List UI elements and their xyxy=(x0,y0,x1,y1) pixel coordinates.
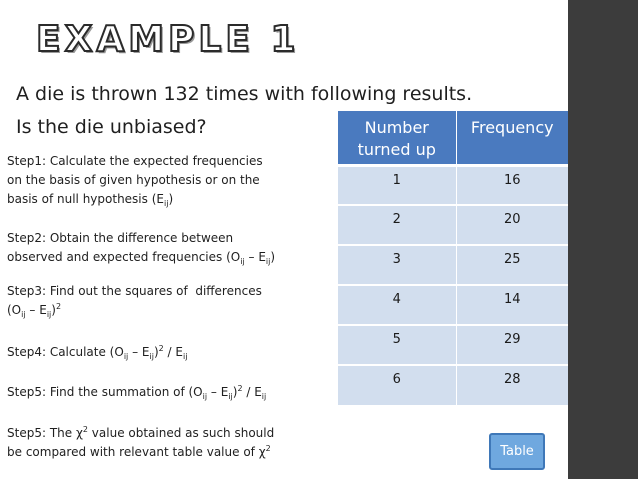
cell-frequency: 14 xyxy=(456,285,568,325)
cell-frequency: 29 xyxy=(456,325,568,365)
step-1: Step1: Calculate the expected frequencies on the basis of given hypothesis or on the basis of null hypothesis $(E_{ij})$ xyxy=(7,154,263,208)
step-6: Step5: The $\chi^2$ value obtained as such should be compared with relevant table value of $\chi^2$ xyxy=(7,425,275,459)
slide-title: EXAMPLE 1 xyxy=(36,19,300,60)
frequency-table xyxy=(338,111,568,405)
header-frequency: Frequency xyxy=(456,111,568,165)
sidebar-strip xyxy=(568,0,638,479)
table-button[interactable]: Table xyxy=(489,433,545,470)
cell-number: 2 xyxy=(338,205,456,245)
cell-number: 3 xyxy=(338,245,456,285)
table-row xyxy=(338,205,568,245)
cell-number: 4 xyxy=(338,285,456,325)
step-3: Step3: Find out the squares of differences $(O_{ij} - E_{ij})^2$ xyxy=(7,284,262,319)
cell-number: 5 xyxy=(338,325,456,365)
table-row xyxy=(338,285,568,325)
table-header-row xyxy=(338,111,568,165)
cell-frequency: 20 xyxy=(456,205,568,245)
step-4: Step4: Calculate $(O_{ij} - E_{ij})^2 / E_{ij}$ xyxy=(7,344,188,361)
cell-frequency: 16 xyxy=(456,165,568,205)
cell-frequency: 25 xyxy=(456,245,568,285)
cell-frequency: 28 xyxy=(456,365,568,405)
step-5: Step5: Find the summation of $(O_{ij} - E_{ij})^2 / E_{ij}$ xyxy=(7,384,267,401)
table-row xyxy=(338,325,568,365)
intro-line-1: A die is thrown 132 times with following results. xyxy=(16,83,473,105)
header-number-turned-up: Number turned up xyxy=(338,111,456,165)
table-row xyxy=(338,365,568,405)
table-row xyxy=(338,165,568,205)
step-2: Step2: Obtain the difference between observed and expected frequencies $(O_{ij} - E_{ij})$ xyxy=(7,231,276,266)
cell-number: 1 xyxy=(338,165,456,205)
cell-number: 6 xyxy=(338,365,456,405)
intro-line-2: Is the die unbiased? xyxy=(16,116,207,138)
table-row xyxy=(338,245,568,285)
